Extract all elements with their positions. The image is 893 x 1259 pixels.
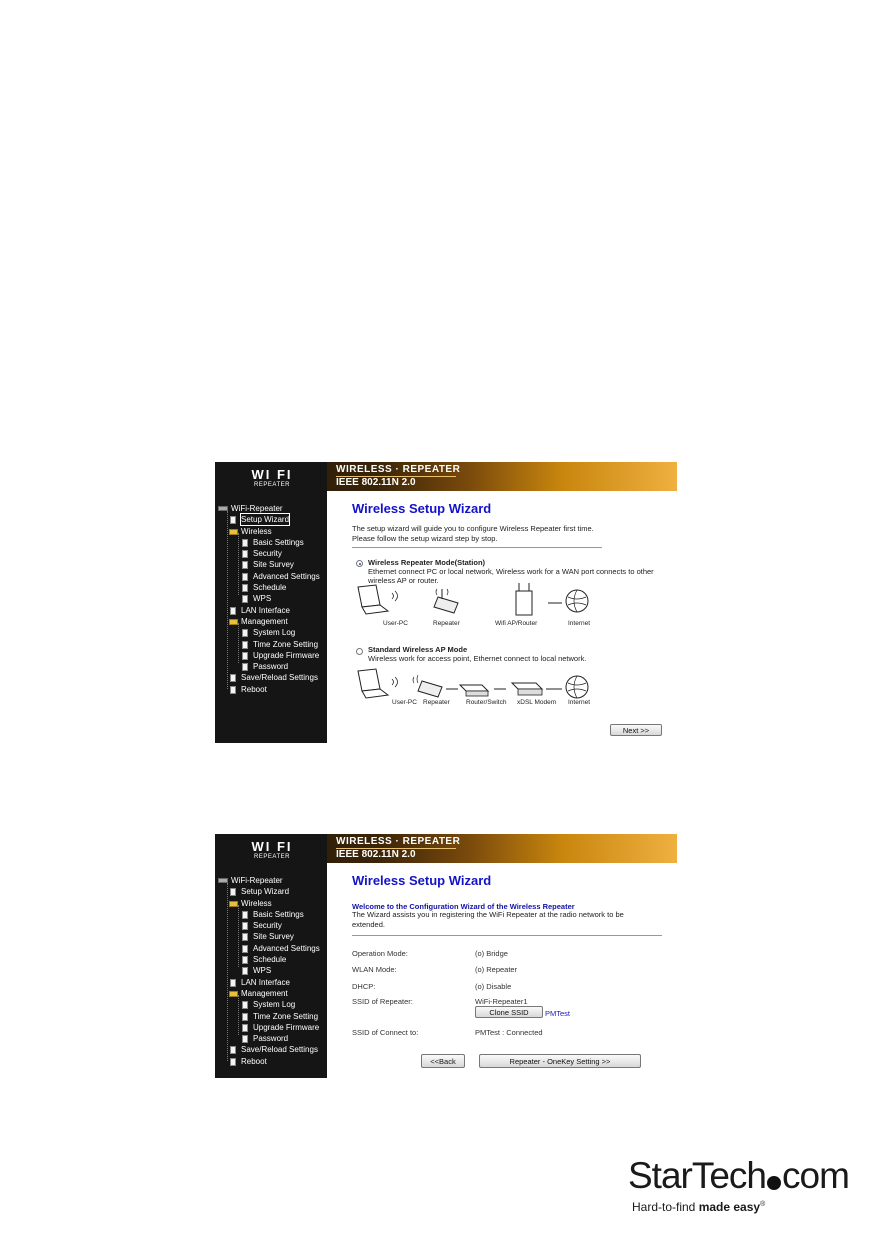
sidebar xyxy=(215,834,327,1078)
wlan-mode-value[interactable]: (o) Repeater xyxy=(475,965,518,974)
dhcp-value[interactable]: (o) Disable xyxy=(475,982,512,991)
page-icon xyxy=(230,1058,236,1066)
page-icon xyxy=(242,663,248,671)
page-icon xyxy=(242,641,248,649)
nav-security[interactable]: Security xyxy=(218,920,327,931)
nav-management[interactable]: Management xyxy=(218,988,327,999)
nav-save-reload[interactable]: Save/Reload Settings xyxy=(218,672,327,683)
ssid-connect-label: SSID of Connect to: xyxy=(352,1028,419,1037)
nav-time-zone[interactable]: Time Zone Setting xyxy=(218,1011,327,1022)
repeater-mode-title: Wireless Repeater Mode(Station) xyxy=(368,558,486,567)
clone-ssid-link[interactable]: PMTest xyxy=(545,1009,571,1018)
label-internet-2: Internet xyxy=(568,699,591,706)
nav-wireless[interactable]: Wireless xyxy=(218,898,327,909)
ssid-repeater-value: WiFi-Repeater1 xyxy=(475,997,528,1006)
nav-tree xyxy=(218,503,327,695)
page-icon xyxy=(242,539,248,547)
page-icon xyxy=(242,584,248,592)
nav-save-reload[interactable]: Save/Reload Settings xyxy=(218,1044,327,1055)
nav-schedule[interactable]: Schedule xyxy=(218,954,327,965)
wifi-logo-subtext: REPEATER xyxy=(254,482,290,488)
wifi-logo-text: WI FI xyxy=(251,467,293,482)
folder-icon xyxy=(229,901,238,907)
nav-basic-settings[interactable]: Basic Settings xyxy=(218,537,327,548)
nav-password[interactable]: Password xyxy=(218,1033,327,1044)
page-icon xyxy=(230,1046,236,1054)
label-router-switch: Router/Switch xyxy=(466,699,507,706)
signal-icon xyxy=(392,591,398,601)
sidebar xyxy=(215,462,327,743)
clone-ssid-button[interactable]: Clone SSID xyxy=(475,1006,543,1018)
nav-advanced-settings[interactable]: Advanced Settings xyxy=(218,943,327,954)
nav-site-survey[interactable]: Site Survey xyxy=(218,559,327,570)
brand-dot-icon xyxy=(767,1176,781,1190)
label-user-pc-2: User-PC xyxy=(392,699,417,706)
back-button[interactable]: <<Back xyxy=(421,1054,465,1068)
access-point-icon xyxy=(516,583,532,615)
page-icon xyxy=(230,888,236,896)
page-icon xyxy=(230,674,236,682)
nav-lan-interface[interactable]: LAN Interface xyxy=(218,605,327,616)
nav-wps[interactable]: WPS xyxy=(218,593,327,604)
page-icon xyxy=(242,933,248,941)
globe-icon xyxy=(566,676,588,698)
intro-line-2: Please follow the setup wizard step by stop. xyxy=(352,534,498,543)
label-internet: Internet xyxy=(568,620,591,627)
wifi-logo-subtext: REPEATER xyxy=(254,854,290,860)
page-icon xyxy=(230,516,236,524)
folder-icon xyxy=(229,619,238,625)
repeater-mode-diagram xyxy=(352,583,612,621)
label-wifi-ap-router: Wifi AP/Router xyxy=(495,620,538,627)
divider xyxy=(352,935,662,936)
repeater-mode-radio[interactable] xyxy=(356,560,363,567)
wizard-screenshot-summary xyxy=(215,834,677,1078)
main-content xyxy=(335,491,677,743)
ap-mode-description: Wireless work for access point, Ethernet connect to local network. xyxy=(368,654,587,663)
operation-mode-value[interactable]: (o) Bridge xyxy=(475,949,508,958)
nav-advanced-settings[interactable]: Advanced Settings xyxy=(218,571,327,582)
nav-site-survey[interactable]: Site Survey xyxy=(218,931,327,942)
ap-mode-title: Standard Wireless AP Mode xyxy=(368,645,468,654)
switch-icon xyxy=(460,685,488,696)
nav-upgrade-firmware[interactable]: Upgrade Firmware xyxy=(218,650,327,661)
nav-upgrade-firmware[interactable]: Upgrade Firmware xyxy=(218,1022,327,1033)
wifi-logo xyxy=(237,467,307,497)
intro-line-1: The setup wizard will guide you to configure Wireless Repeater first time. xyxy=(352,524,594,533)
nav-root[interactable]: WiFi-Repeater xyxy=(218,503,327,514)
brand-wordmark: StarTech com xyxy=(628,1155,849,1196)
wizard-intro: The Wizard assists you in registering the WiFi Repeater at the radio network to be extended. xyxy=(352,910,624,929)
folder-icon xyxy=(229,529,238,535)
banner-title: WIRELESS · REPEATER xyxy=(336,464,461,475)
ap-mode-diagram xyxy=(352,667,612,703)
page-icon xyxy=(230,686,236,694)
computer-icon xyxy=(218,506,228,511)
nav-system-log[interactable]: System Log xyxy=(218,999,327,1010)
next-button[interactable]: Next >> xyxy=(610,724,662,736)
dhcp-label: DHCP: xyxy=(352,982,376,991)
wifi-logo xyxy=(237,839,307,869)
nav-tree xyxy=(218,875,327,1067)
label-repeater: Repeater xyxy=(433,620,460,627)
label-user-pc: User-PC xyxy=(383,620,408,627)
ssid-repeater-label: SSID of Repeater: xyxy=(352,997,413,1006)
nav-password[interactable]: Password xyxy=(218,661,327,672)
page-icon xyxy=(242,652,248,660)
signal-icon xyxy=(392,677,398,687)
operation-mode-label: Operation Mode: xyxy=(352,949,408,958)
nav-management[interactable]: Management xyxy=(218,616,327,627)
nav-time-zone[interactable]: Time Zone Setting xyxy=(218,639,327,650)
computer-icon xyxy=(218,878,228,883)
nav-basic-settings[interactable]: Basic Settings xyxy=(218,909,327,920)
brand-tagline: Hard-to-find made easy® xyxy=(632,1200,766,1214)
banner-title: WIRELESS · REPEATER xyxy=(336,836,461,847)
page-icon xyxy=(230,607,236,615)
page-icon xyxy=(242,1001,248,1009)
nav-security[interactable]: Security xyxy=(218,548,327,559)
nav-wps[interactable]: WPS xyxy=(218,965,327,976)
startech-logo xyxy=(628,1155,858,1225)
repeater-icon xyxy=(413,675,442,697)
page-icon xyxy=(242,967,248,975)
page-icon xyxy=(242,595,248,603)
nav-setup-wizard[interactable]: Setup Wizard xyxy=(218,514,327,525)
nav-reboot[interactable]: Reboot xyxy=(218,684,327,695)
page-icon xyxy=(242,1035,248,1043)
page-icon xyxy=(242,1013,248,1021)
main-content xyxy=(335,863,677,1078)
wifi-logo-text: WI FI xyxy=(251,839,293,854)
label-xdsl-modem: xDSL Modem xyxy=(517,699,557,706)
page-icon xyxy=(242,629,248,637)
folder-icon xyxy=(229,991,238,997)
nav-lan-interface[interactable]: LAN Interface xyxy=(218,977,327,988)
page-title: Wireless Setup Wizard xyxy=(352,873,492,888)
wlan-mode-label: WLAN Mode: xyxy=(352,965,397,974)
ssid-connect-value: PMTest : Connected xyxy=(475,1028,543,1037)
page-title: Wireless Setup Wizard xyxy=(352,501,492,516)
page-icon xyxy=(242,573,248,581)
repeater-mode-description: Ethernet connect PC or local network, Wireless work for a WAN port connects to other wireless AP or router. xyxy=(368,567,654,585)
wizard-screenshot-mode-select xyxy=(215,462,677,743)
page-icon xyxy=(242,945,248,953)
banner-standard: IEEE 802.11N 2.0 xyxy=(336,477,416,488)
nav-root[interactable]: WiFi-Repeater xyxy=(218,875,327,886)
laptop-icon xyxy=(358,669,388,698)
modem-icon xyxy=(512,683,542,695)
onekey-setting-button[interactable]: Repeater - OneKey Setting >> xyxy=(479,1054,641,1068)
divider xyxy=(352,547,602,548)
page-icon xyxy=(242,922,248,930)
page-icon xyxy=(242,561,248,569)
ap-mode-radio[interactable] xyxy=(356,648,363,655)
nav-schedule[interactable]: Schedule xyxy=(218,582,327,593)
laptop-icon xyxy=(358,585,388,614)
nav-wireless[interactable]: Wireless xyxy=(218,526,327,537)
page-icon xyxy=(242,550,248,558)
page-icon xyxy=(242,1024,248,1032)
banner-standard: IEEE 802.11N 2.0 xyxy=(336,849,416,860)
page-icon xyxy=(242,956,248,964)
nav-reboot[interactable]: Reboot xyxy=(218,1056,327,1067)
label-repeater-2: Repeater xyxy=(423,699,450,706)
nav-system-log[interactable]: System Log xyxy=(218,627,327,638)
welcome-heading: Welcome to the Configuration Wizard of the Wireless Repeater xyxy=(352,902,575,911)
page-icon xyxy=(230,979,236,987)
globe-icon xyxy=(566,590,588,612)
repeater-icon xyxy=(434,589,458,613)
nav-setup-wizard[interactable]: Setup Wizard xyxy=(218,886,327,897)
page-icon xyxy=(242,911,248,919)
